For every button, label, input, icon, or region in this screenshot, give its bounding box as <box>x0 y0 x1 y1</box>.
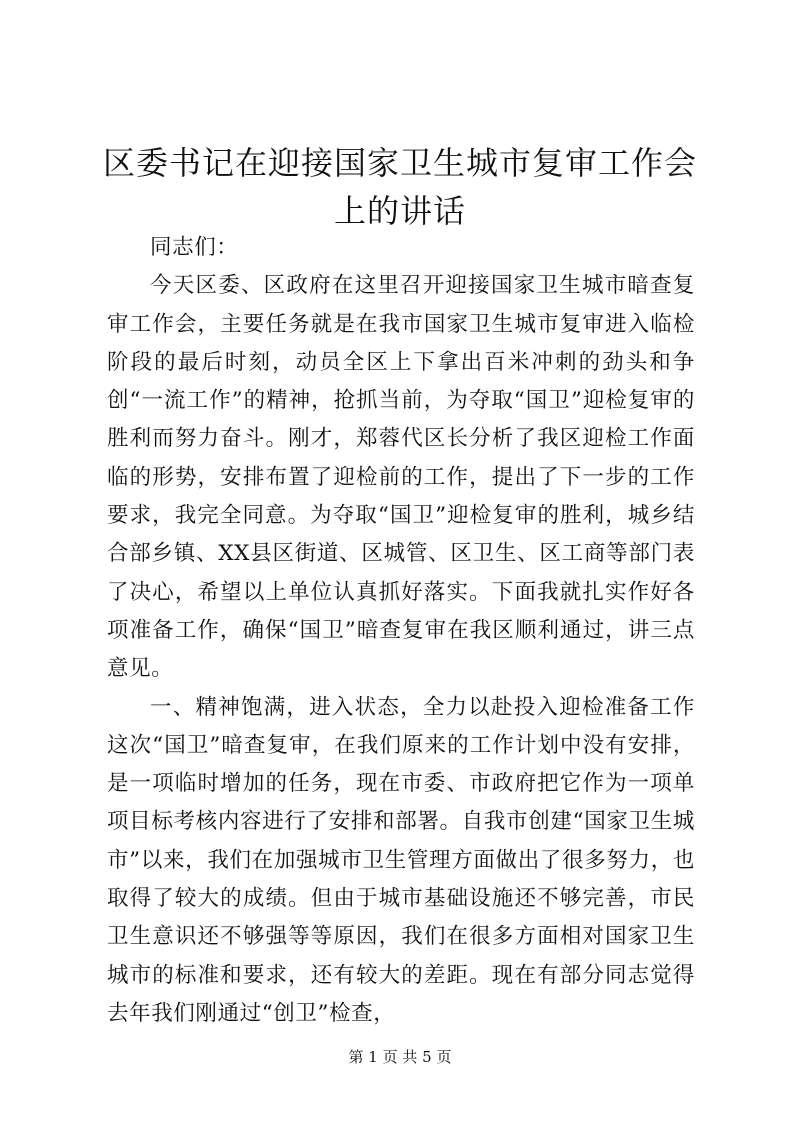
opening-paragraph: 今天区委、区政府在这里召开迎接国家卫生城市暗查复审工作会，主要任务就是在我市国家卫生城市复审进入临检阶段的最后时刻，动员全区上下拿出百米冲刺的劲头和争创“一流工作”的精神，抢抓当前，为夺取“国卫”迎检复审的胜利而努力奋斗。刚才，郑蓉代区长分析了我区迎检工作面临的形势，安排布置了迎检前的工作，提出了下一步的工作要求，我完全同意。为夺取“国卫”迎检复审的胜利，城乡结合部乡镇、XX县区街道、区城管、区卫生、区工商等部门表了决心，希望以上单位认真抓好落实。下面我就扎实作好各项准备工作，确保“国卫”暗查复审在我区顺利通过，讲三点意见。 <box>107 273 695 682</box>
document-title: 区委书记在迎接国家卫生城市复审工作会上的讲话 <box>102 144 697 230</box>
section-one-paragraph: 一、精神饱满，进入状态，全力以赴投入迎检准备工作这次“国卫”暗查复审，在我们原来的工作计划中没有安排，是一项临时增加的任务，现在市委、市政府把它作为一项单项目标考核内容进行了安排和部署。自我市创建“国家卫生城市”以来，我们在加强城市卫生管理方面做出了很多努力，也取得了较大的成绩。但由于城市基础设施还不够完善，市民卫生意识还不够强等等原因，我们在很多方面相对国家卫生城市的标准和要求，还有较大的差距。现在有部分同志觉得去年我们刚通过“创卫”检查， <box>107 694 695 1026</box>
document-body <box>107 229 695 1033</box>
page-number-footer: 第 1 页 共 5 页 <box>348 1048 452 1066</box>
salutation-paragraph: 同志们： <box>150 235 239 260</box>
